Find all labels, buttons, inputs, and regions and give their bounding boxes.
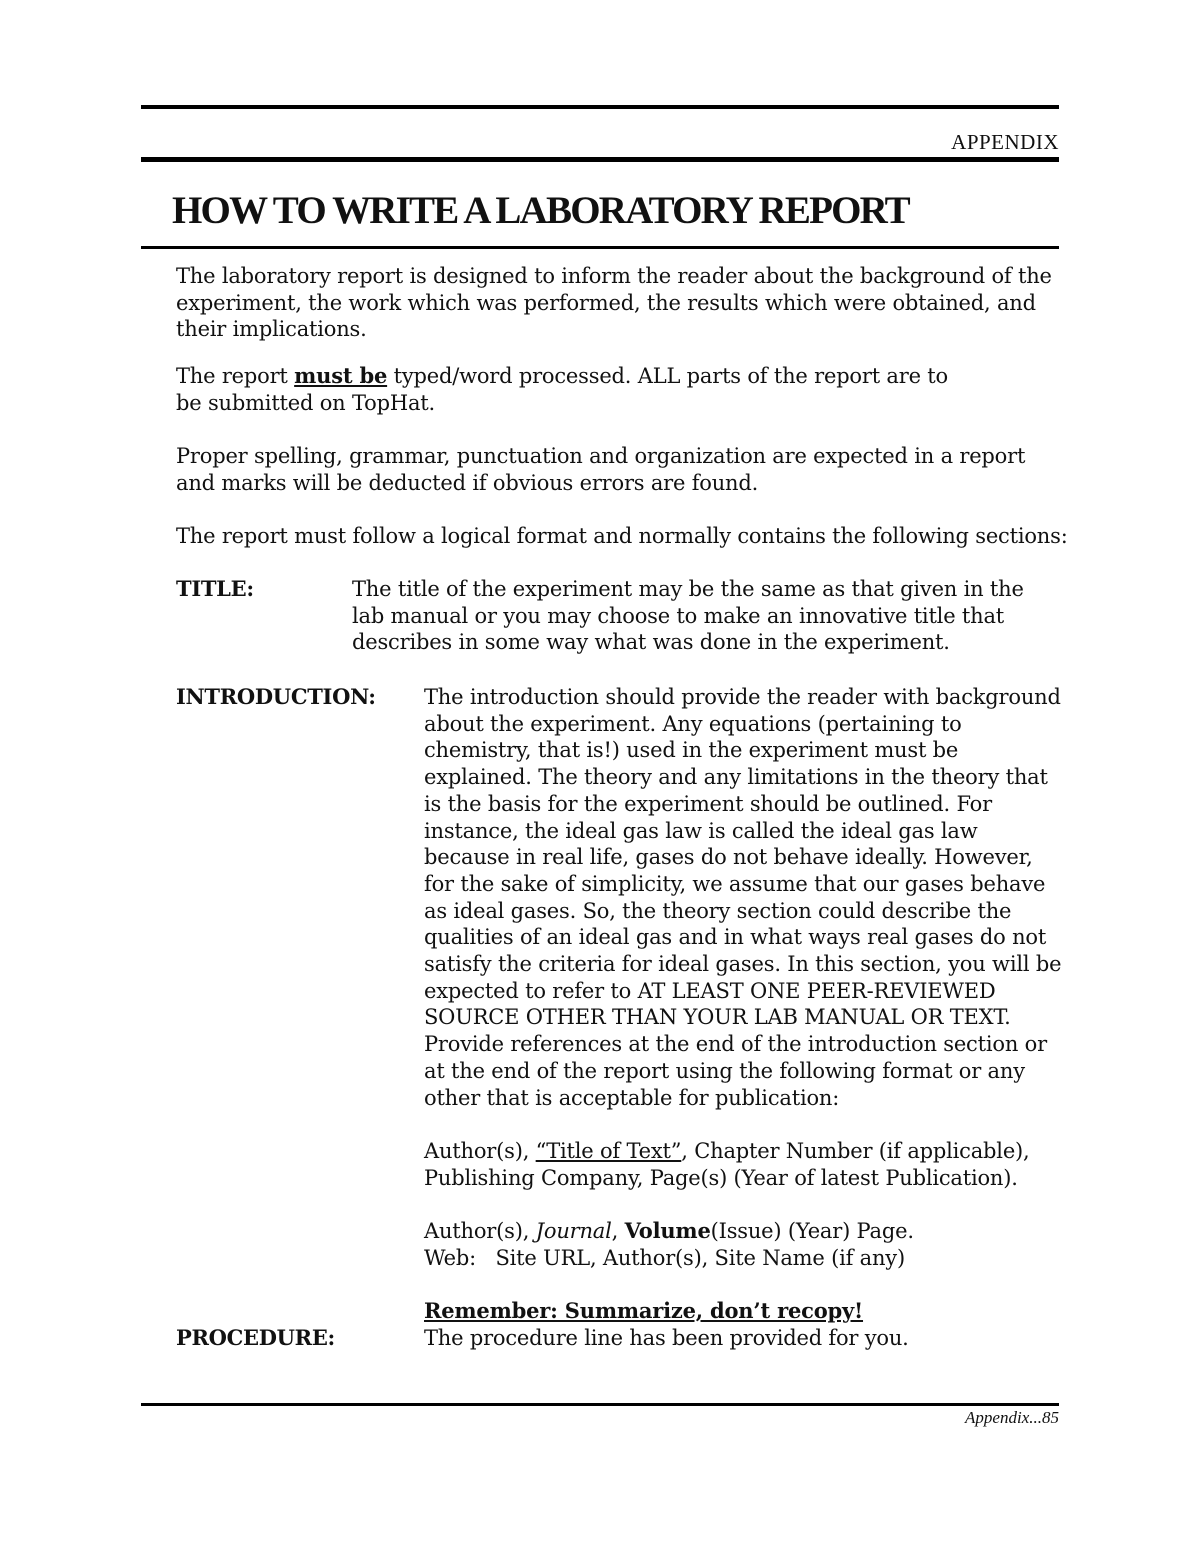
reference-format-web: Web: Site URL, Author(s), Site Name (if any) xyxy=(424,1246,905,1270)
ref1-authors: Author(s), xyxy=(424,1139,536,1163)
remember-note: Remember: Summarize, don’t recopy! xyxy=(424,1298,864,1323)
footer-rule xyxy=(141,1403,1059,1406)
section-text-introduction: The introduction should provide the reader with background about the experiment. Any equations (pertaining to chemistry, that is!) used in the experiment must be explained. The theory and any limitations in the theory that is the basis for the experiment should be outlined. For instance, the ideal gas law is called the ideal gas law because in real life, gases do not behave ideally. However, for the sake of simplicity, we assume that our gases behave as ideal gases. So, the theory section could describe the qualities of an ideal gas and in what ways real gases do not satisfy the criteria for ideal gases. In this section, you will be expected to refer to AT LEAST ONE PEER-REVIEWED SOURCE OTHER THAN YOUR LAB MANUAL OR TEXT. Provide references at the end of the introduction section or at the end of the report using the following format or any other that is acceptable for publication: xyxy=(424,685,1062,1110)
reference-format-journal xyxy=(424,1218,1064,1245)
page-title: HOW TO WRITE A LABORATORY REPORT xyxy=(172,189,909,232)
title-rule xyxy=(141,246,1059,249)
ref1-title: “Title of Text” xyxy=(535,1139,682,1163)
ref2-rest: (Issue) (Year) Page. xyxy=(710,1219,914,1243)
must-be-emphasis: must be xyxy=(294,363,388,388)
section-label-title: TITLE: xyxy=(176,576,254,601)
reference-format-book xyxy=(424,1138,1044,1191)
intro-paragraph-2 xyxy=(176,363,976,416)
p2-start: The report xyxy=(176,364,295,388)
ref2-volume: Volume xyxy=(624,1218,711,1243)
section-label-introduction: INTRODUCTION: xyxy=(176,684,376,709)
ref1-rest: , Chapter Number (if applicable), Publishing Company, Page(s) (Year of latest Publication). xyxy=(424,1139,1030,1190)
section-label-procedure: PROCEDURE: xyxy=(176,1325,335,1350)
appendix-label: APPENDIX xyxy=(951,130,1059,154)
ref2-sep: , xyxy=(611,1219,625,1243)
intro-paragraph-1: The laboratory report is designed to inform the reader about the background of the experiment, the work which was performed, the results which were obtained, and their implications. xyxy=(176,264,1052,342)
section-text-title: The title of the experiment may be the same as that given in the lab manual or you may choose to make an innovative title that describes in some way what was done in the experiment. xyxy=(352,577,1024,655)
p2-end: typed/word processed. ALL parts of the report are to be submitted on TopHat. xyxy=(176,364,948,415)
intro-paragraph-4: The report must follow a logical format and normally contains the following sections: xyxy=(176,524,1068,548)
top-rule xyxy=(141,105,1059,109)
header-rule xyxy=(141,157,1059,162)
page-number: Appendix...85 xyxy=(965,1408,1059,1427)
ref2-authors: Author(s), xyxy=(424,1219,536,1243)
section-text-procedure: The procedure line has been provided for you. xyxy=(424,1326,909,1350)
intro-paragraph-3: Proper spelling, grammar, punctuation and organization are expected in a report and marks will be deducted if obvious errors are found. xyxy=(176,444,1026,495)
ref2-journal: Journal xyxy=(535,1219,612,1243)
